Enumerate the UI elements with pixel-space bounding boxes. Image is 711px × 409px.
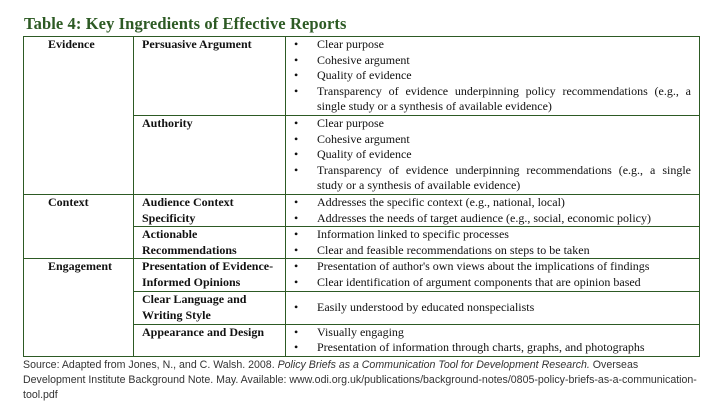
bullet-icon: • xyxy=(294,227,299,242)
bullet-icon: • xyxy=(294,68,299,83)
source-title: Policy Briefs as a Communication Tool for Development Research. xyxy=(277,359,590,371)
bullet-icon: • xyxy=(294,324,299,339)
list-item: • Quality of evidence xyxy=(294,147,412,162)
bullet-icon: • xyxy=(294,147,299,162)
table-row xyxy=(24,37,700,116)
source-suffix: Overseas Development Institute Background Note. May. Available: www.odi.org.uk/publications/background-notes/0805-policy-briefs-as-a-communication-tool.pdf xyxy=(23,359,697,401)
criteria-cell xyxy=(286,116,700,195)
list-item: • Easily understood by educated nonspecialists xyxy=(294,300,535,315)
ingredient-cell: Clear Language and Writing Style xyxy=(134,292,286,324)
criteria-list xyxy=(294,259,691,290)
list-item: • Cohesive argument xyxy=(294,52,410,67)
ingredient-cell: Actionable Recommendations xyxy=(134,227,286,259)
criteria-list xyxy=(294,37,691,115)
bullet-icon: • xyxy=(294,37,299,51)
category-cell: Evidence xyxy=(24,37,134,195)
list-item: • Presentation of author's own views about the implications of findings xyxy=(294,259,650,274)
bullet-icon: • xyxy=(294,340,299,355)
list-item: • Visually engaging xyxy=(294,324,404,339)
category-cell: Engagement xyxy=(24,259,134,356)
table-row xyxy=(24,194,700,226)
list-item: • Cohesive argument xyxy=(294,131,410,146)
ingredient-cell: Appearance and Design xyxy=(134,324,286,356)
source-prefix: Source: Adapted from Jones, N., and C. Walsh. 2008. xyxy=(23,359,278,371)
source-note xyxy=(23,358,703,403)
criteria-list xyxy=(294,227,691,258)
ingredient-cell: Persuasive Argument xyxy=(134,37,286,116)
bullet-icon: • xyxy=(294,116,299,130)
criteria-cell xyxy=(286,292,700,324)
category-cell: Context xyxy=(24,194,134,258)
ingredient-cell: Audience Context Specificity xyxy=(134,194,286,226)
criteria-list xyxy=(294,116,691,194)
list-item: • Clear and feasible recommendations on steps to be taken xyxy=(294,242,590,257)
bullet-icon: • xyxy=(294,83,299,98)
criteria-list xyxy=(294,325,691,356)
list-item: • Presentation of information through charts, graphs, and photographs xyxy=(294,340,645,355)
list-item: • Clear identification of argument components that are opinion based xyxy=(294,274,641,289)
bullet-icon: • xyxy=(294,274,299,289)
bullet-icon: • xyxy=(294,194,299,209)
list-item: • Transparency of evidence underpinning policy recommendations (e.g., a single study or a synthesis of available evidence) xyxy=(294,83,691,114)
criteria-cell xyxy=(286,227,700,259)
bullet-icon: • xyxy=(294,259,299,274)
table-title: Table 4: Key Ingredients of Effective Reports xyxy=(24,14,347,33)
list-item: • Quality of evidence xyxy=(294,68,412,83)
criteria-list xyxy=(294,195,691,226)
criteria-cell xyxy=(286,259,700,292)
bullet-icon: • xyxy=(294,131,299,146)
bullet-icon: • xyxy=(294,52,299,67)
bullet-icon: • xyxy=(294,242,299,257)
criteria-cell xyxy=(286,324,700,356)
list-item: • Addresses the needs of target audience (e.g., social, economic policy) xyxy=(294,210,651,225)
criteria-cell xyxy=(286,37,700,116)
bullet-icon: • xyxy=(294,210,299,225)
list-item: • Clear purpose xyxy=(294,116,384,130)
table-row xyxy=(24,259,700,292)
list-item: • Clear purpose xyxy=(294,37,384,51)
list-item: • Transparency of evidence underpinning recommendations (e.g., a single study or a synthesis of available evidence) xyxy=(294,162,691,193)
ingredient-cell: Authority xyxy=(134,116,286,195)
list-item: • Addresses the specific context (e.g., national, local) xyxy=(294,194,565,209)
ingredient-cell: Presentation of Evidence-Informed Opinions xyxy=(134,259,286,292)
bullet-icon: • xyxy=(294,300,299,315)
ingredients-table xyxy=(23,36,700,357)
criteria-list xyxy=(294,300,691,316)
bullet-icon: • xyxy=(294,162,299,177)
list-item: • Information linked to specific processes xyxy=(294,227,509,242)
criteria-cell xyxy=(286,194,700,226)
